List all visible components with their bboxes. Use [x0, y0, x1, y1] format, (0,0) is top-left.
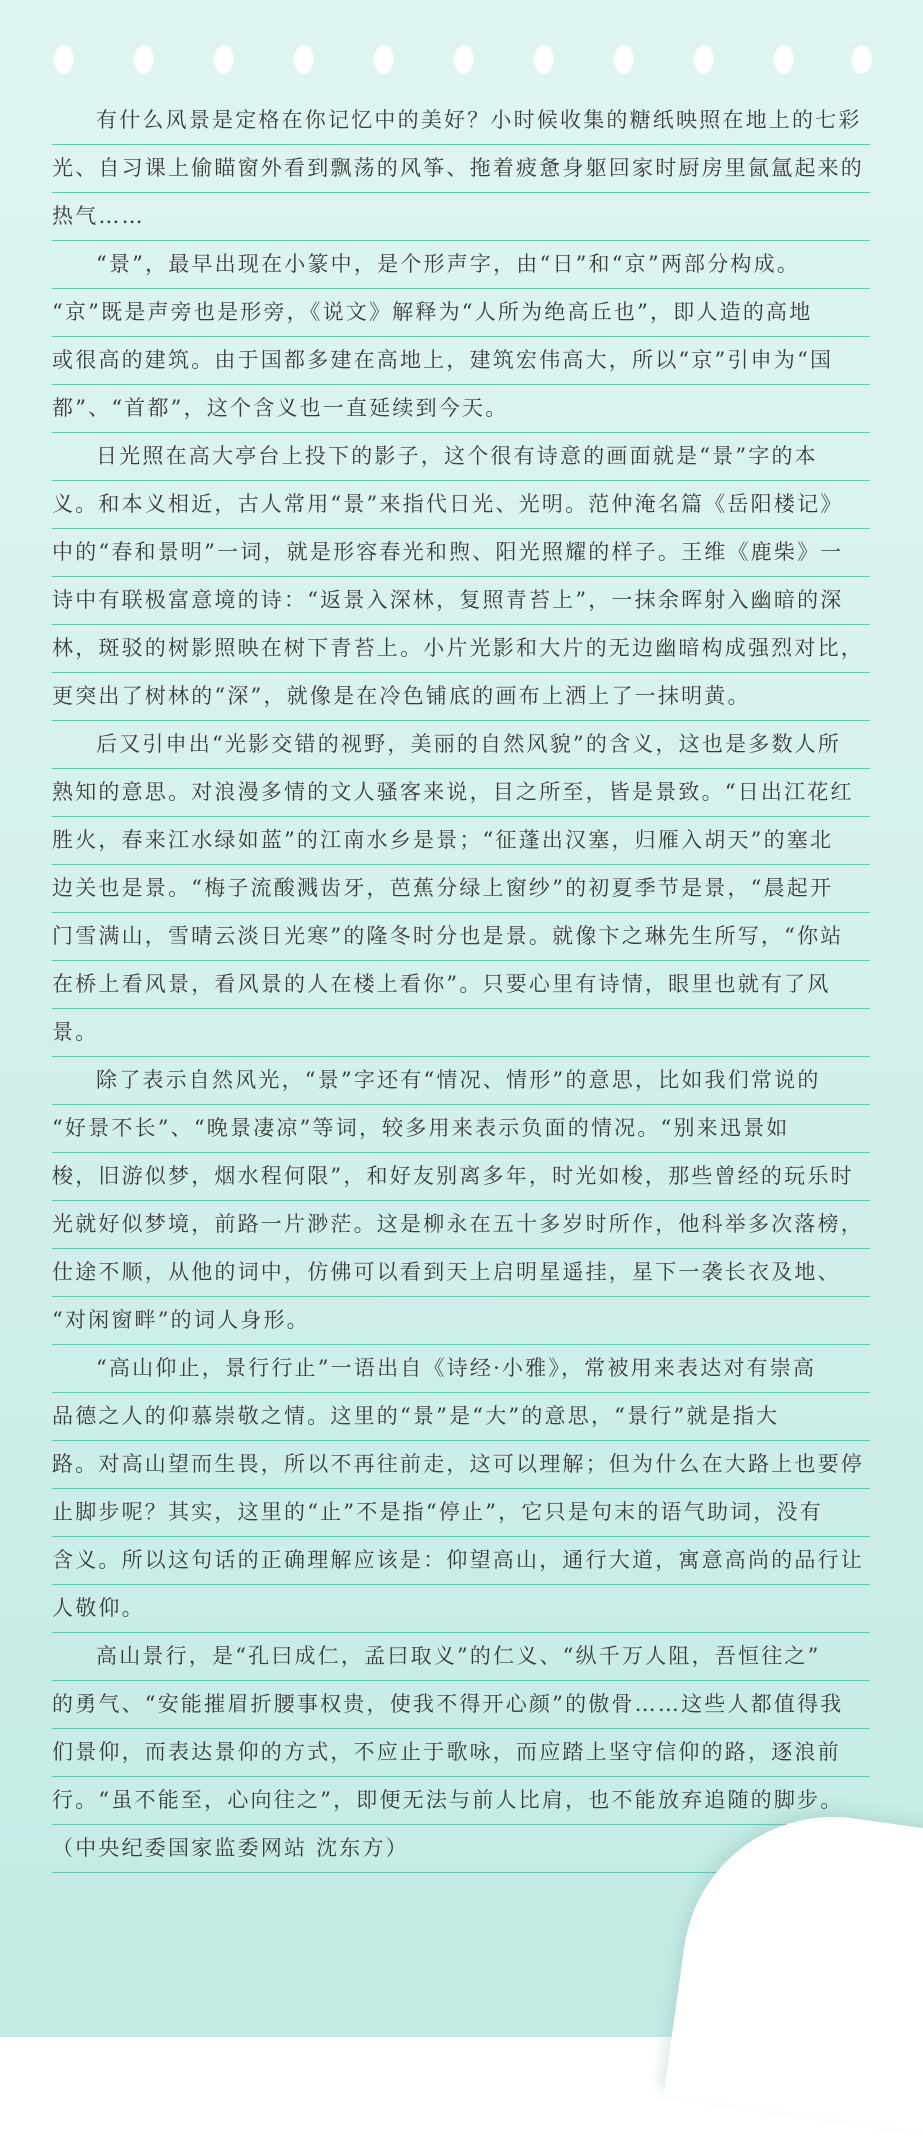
binder-hole — [132, 42, 154, 74]
text-line: 人敬仰。 — [52, 1585, 870, 1633]
text-line: 含义。所以这句话的正确理解应该是：仰望高山，通行大道，寓意高尚的品行让 — [52, 1537, 870, 1585]
article-body — [52, 97, 870, 1873]
text-line: 梭，旧游似梦，烟水程何限”，和好友别离多年，时光如梭，那些曾经的玩乐时 — [52, 1153, 870, 1201]
text-line: 除了表示自然风光，“景”字还有“情况、情形”的意思，比如我们常说的 — [52, 1057, 870, 1105]
text-line: “好景不长”、“晚景凄凉”等词，较多用来表示负面的情况。“别来迅景如 — [52, 1105, 870, 1153]
text-line: 中的“春和景明”一词，就是形容春光和煦、阳光照耀的样子。王维《鹿柴》一 — [52, 529, 870, 577]
binder-hole — [212, 42, 234, 74]
text-line: 更突出了树林的“深”，就像是在冷色铺底的画布上洒上了一抹明黄。 — [52, 673, 870, 721]
text-line: 林，斑驳的树影照映在树下青苔上。小片光影和大片的无边幽暗构成强烈对比， — [52, 625, 870, 673]
text-line: 或很高的建筑。由于国都多建在高地上，建筑宏伟高大，所以“京”引申为“国 — [52, 337, 870, 385]
binder-hole — [372, 42, 394, 74]
text-line: 门雪满山，雪晴云淡日光寒”的隆冬时分也是景。就像卞之琳先生所写，“你站 — [52, 913, 870, 961]
text-line: “景”，最早出现在小篆中，是个形声字，由“日”和“京”两部分构成。 — [52, 241, 870, 289]
text-line: 都”、“首都”，这个含义也一直延续到今天。 — [52, 385, 870, 433]
text-line: 们景仰，而表达景仰的方式，不应止于歌咏，而应踏上坚守信仰的路，逐浪前 — [52, 1729, 870, 1777]
text-line: 光、自习课上偷瞄窗外看到飘荡的风筝、拖着疲惫身躯回家时厨房里氤氲起来的 — [52, 145, 870, 193]
text-line: （中央纪委国家监委网站 沈东方） — [52, 1825, 870, 1873]
text-line: “京”既是声旁也是形旁，《说文》解释为“人所为绝高丘也”，即人造的高地 — [52, 289, 870, 337]
text-line: 的勇气、“安能摧眉折腰事权贵，使我不得开心颜”的傲骨……这些人都值得我 — [52, 1681, 870, 1729]
text-line: 路。对高山望而生畏，所以不再往前走，这可以理解；但为什么在大路上也要停 — [52, 1441, 870, 1489]
text-line: “对闲窗畔”的词人身形。 — [52, 1297, 870, 1345]
text-line: 品德之人的仰慕崇敬之情。这里的“景”是“大”的意思，“景行”就是指大 — [52, 1393, 870, 1441]
text-line: 有什么风景是定格在你记忆中的美好？小时候收集的糖纸映照在地上的七彩 — [52, 97, 870, 145]
binder-hole — [532, 42, 554, 74]
text-line: 热气…… — [52, 193, 870, 241]
text-line: 止脚步呢？其实，这里的“止”不是指“停止”，它只是句末的语气助词，没有 — [52, 1489, 870, 1537]
binder-hole — [692, 42, 714, 74]
text-line: 熟知的意思。对浪漫多情的文人骚客来说，目之所至，皆是景致。“日出江花红 — [52, 769, 870, 817]
text-line: 行。“虽不能至，心向往之”，即便无法与前人比肩，也不能放弃追随的脚步。 — [52, 1777, 870, 1825]
binder-hole — [52, 42, 74, 74]
text-line: 边关也是景。“梅子流酸溅齿牙，芭蕉分绿上窗纱”的初夏季节是景，“晨起开 — [52, 865, 870, 913]
binder-hole — [292, 42, 314, 74]
text-line: 义。和本义相近，古人常用“景”来指代日光、光明。范仲淹名篇《岳阳楼记》 — [52, 481, 870, 529]
text-line: 胜火，春来江水绿如蓝”的江南水乡是景；“征蓬出汉塞，归雁入胡天”的塞北 — [52, 817, 870, 865]
text-line: 光就好似梦境，前路一片渺茫。这是柳永在五十多岁时所作，他科举多次落榜， — [52, 1201, 870, 1249]
text-line: “高山仰止，景行行止”一语出自《诗经·小雅》，常被用来表达对有崇高 — [52, 1345, 870, 1393]
binder-hole — [612, 42, 634, 74]
binder-hole — [452, 42, 474, 74]
binder-hole — [850, 42, 872, 74]
text-line: 后又引申出“光影交错的视野，美丽的自然风貌”的含义，这也是多数人所 — [52, 721, 870, 769]
text-line: 诗中有联极富意境的诗：“返景入深林，复照青苔上”，一抹余晖射入幽暗的深 — [52, 577, 870, 625]
text-line: 高山景行，是“孔曰成仁，孟曰取义”的仁义、“纵千万人阻，吾恒往之” — [52, 1633, 870, 1681]
text-line: 日光照在高大亭台上投下的影子，这个很有诗意的画面就是“景”字的本 — [52, 433, 870, 481]
text-line: 景。 — [52, 1009, 870, 1057]
binder-holes — [0, 42, 923, 76]
text-line: 仕途不顺，从他的词中，仿佛可以看到天上启明星遥挂，星下一袭长衣及地、 — [52, 1249, 870, 1297]
binder-hole — [772, 42, 794, 74]
text-line: 在桥上看风景，看风景的人在楼上看你”。只要心里有诗情，眼里也就有了风 — [52, 961, 870, 1009]
